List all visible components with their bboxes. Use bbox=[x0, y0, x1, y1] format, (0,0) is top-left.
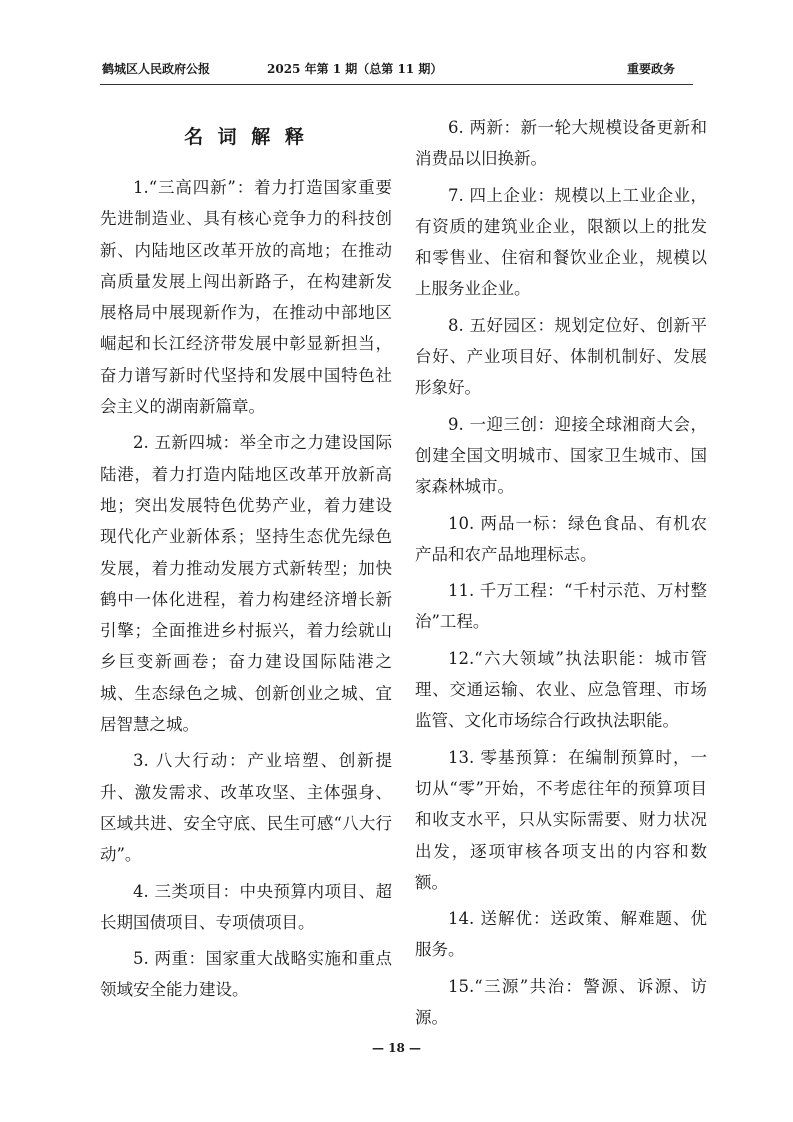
glossary-entry: 7. 四上企业：规模以上工业企业，有资质的建筑业企业，限额以上的批发和零售业、住宿和餐饮业企业，规模以上服务业企业。 bbox=[415, 185, 707, 299]
glossary-entry: 12.“六大领域”执法职能：城市管理、交通运输、农业、应急管理、市场监管、文化市场综合行政执法职能。 bbox=[415, 648, 707, 731]
glossary-entry: 11. 千万工程：“千村示范、万村整治”工程。 bbox=[415, 581, 707, 632]
page-number: — 18 — bbox=[371, 1041, 422, 1055]
glossary-entry: 5. 两重：国家重大战略实施和重点领域安全能力建设。 bbox=[100, 949, 392, 1000]
right-column bbox=[415, 112, 707, 1038]
issue-number: 2025 年第 1 期（总第 11 期） bbox=[267, 62, 443, 76]
glossary-entry: 3. 八大行动：产业培塑、创新提升、激发需求、改革攻坚、主体强身、区域共进、安全守底、民生可感“八大行动”。 bbox=[100, 751, 392, 865]
glossary-entry: 9. 一迎三创：迎接全球湘商大会，创建全国文明城市、国家卫生城市、国家森林城市。 bbox=[415, 414, 707, 497]
running-header bbox=[100, 60, 693, 82]
glossary-entry: 1.“三高四新”：着力打造国家重要先进制造业、具有核心竞争力的科技创新、内陆地区改革开放的高地；在推动高质量发展上闯出新路子，在构建新发展格局中展现新作为，在推动中部地区崛起和长江经济带发展中彰显新担当，奋力谱写新时代坚持和发展中国特色社会主义的湖南新篇章。 bbox=[100, 178, 392, 417]
left-column bbox=[100, 112, 392, 1011]
glossary-entry: 2. 五新四城：举全市之力建设国际陆港，着力打造内陆地区改革开放新高地；突出发展特色优势产业，着力建设现代化产业新体系；坚持生态优先绿色发展，着力推动发展方式新转型；加快鹤中一体化进程，着力构建经济增长新引擎；全面推进乡村振兴，着力绘就山乡巨变新画卷；奋力建设国际陆港之城、生态绿色之城、创新创业之城、宜居智慧之城。 bbox=[100, 433, 392, 735]
section-name: 重要政务 bbox=[626, 62, 675, 76]
publication-name: 鹤城区人民政府公报 bbox=[102, 62, 211, 76]
glossary-entry: 14. 送解优：送政策、解难题、优服务。 bbox=[415, 909, 707, 960]
page-title: 名 词 解 释 bbox=[184, 126, 308, 148]
glossary-entry: 4. 三类项目：中央预算内项目、超长期国债项目、专项债项目。 bbox=[100, 881, 392, 932]
glossary-entry: 6. 两新：新一轮大规模设备更新和消费品以旧换新。 bbox=[415, 118, 707, 169]
glossary-entry: 10. 两品一标：绿色食品、有机农产品和农产品地理标志。 bbox=[415, 513, 707, 564]
header-rule bbox=[100, 84, 693, 85]
glossary-entry: 13. 零基预算：在编制预算时，一切从“零”开始，不考虑往年的预算项目和收支水平，只从实际需要、财力状况出发，逐项审核各项支出的内容和数额。 bbox=[415, 747, 707, 892]
glossary-entry: 15.“三源”共治：警源、诉源、访源。 bbox=[415, 976, 707, 1028]
glossary-entry: 8. 五好园区：规划定位好、创新平台好、产业项目好、体制机制好、发展形象好。 bbox=[415, 315, 707, 398]
